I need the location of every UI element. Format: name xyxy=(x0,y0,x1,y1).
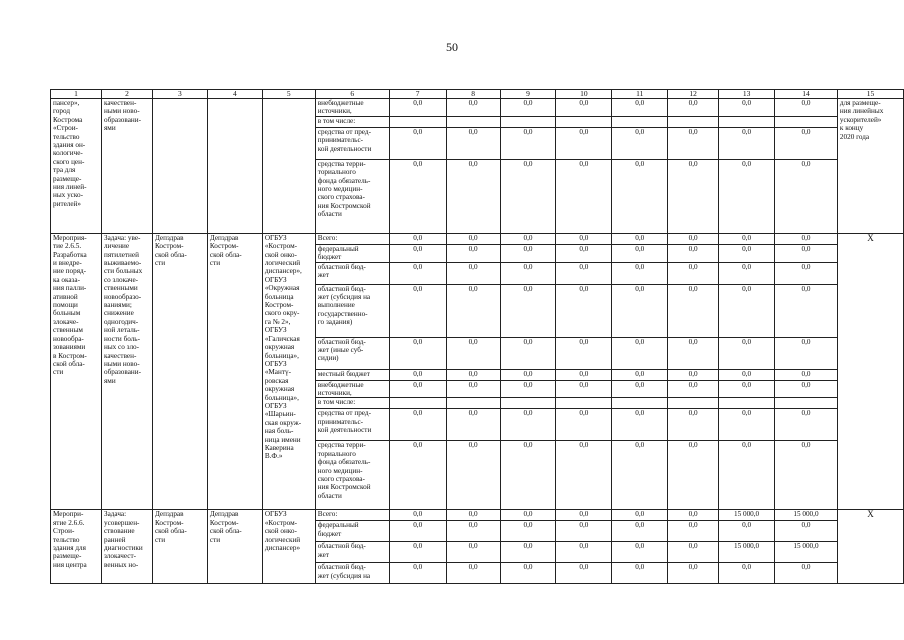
amount-cell: 0,0 xyxy=(500,380,556,398)
amount-cell: 0,0 xyxy=(389,521,446,542)
block-col4-text: Депздрав Костром- ской обла- сти xyxy=(207,233,262,510)
block-col1-text: пансер», город Кострома «Строи- тельство здания он- кологиче- ского цен- тра для размеще- ния линей- ных уско- рителей» xyxy=(51,99,102,234)
amount-cell: 0,0 xyxy=(446,521,500,542)
funding-source-label: федеральный бюджет xyxy=(315,244,389,262)
amount-cell: 0,0 xyxy=(556,262,612,284)
amount-cell: 0,0 xyxy=(719,244,775,262)
amount-cell: 0,0 xyxy=(612,369,668,380)
amount-cell: 0,0 xyxy=(556,369,612,380)
amount-cell: 0,0 xyxy=(500,233,556,244)
amount-cell: 0,0 xyxy=(719,441,775,510)
amount-cell xyxy=(668,116,719,127)
amount-cell: 0,0 xyxy=(556,521,612,542)
block-col1-text: Мероприя- тие 2.6.5. Разработка и внедре- ние поряд- ка оказа- ния палли- ативной помощи больным злокаче- ственным новообра- зованиями в Костром- ской обла- сти xyxy=(51,233,102,510)
amount-cell: 0,0 xyxy=(668,521,719,542)
amount-cell: 0,0 xyxy=(612,409,668,441)
block-col2-text: качествен- ными ново- образовани- ями xyxy=(101,99,152,234)
amount-cell: 0,0 xyxy=(500,542,556,563)
amount-cell: 0,0 xyxy=(556,159,612,233)
amount-cell: 0,0 xyxy=(500,127,556,159)
amount-cell: 0,0 xyxy=(446,99,500,117)
amount-cell: 0,0 xyxy=(556,542,612,563)
amount-cell: 0,0 xyxy=(500,563,556,584)
amount-cell: 15 000,0 xyxy=(775,542,838,563)
column-number-2: 2 xyxy=(101,90,152,99)
amount-cell: 0,0 xyxy=(446,244,500,262)
amount-cell: 0,0 xyxy=(389,441,446,510)
block-col3-text: Депздрав Костром- ской обла- сти xyxy=(152,233,207,510)
amount-cell: 0,0 xyxy=(446,409,500,441)
column-number-13: 13 xyxy=(719,90,775,99)
amount-cell: 0,0 xyxy=(719,284,775,337)
amount-cell: 0,0 xyxy=(389,510,446,521)
amount-cell xyxy=(389,116,446,127)
amount-cell xyxy=(500,398,556,409)
amount-cell: 0,0 xyxy=(389,284,446,337)
amount-cell: 0,0 xyxy=(612,542,668,563)
amount-cell: 0,0 xyxy=(500,99,556,117)
amount-cell: 0,0 xyxy=(556,380,612,398)
column-number-9: 9 xyxy=(500,90,556,99)
amount-cell: 0,0 xyxy=(612,99,668,117)
funding-source-label: областной бюд- жет xyxy=(315,542,389,563)
amount-cell: 0,0 xyxy=(775,563,838,584)
amount-cell: 0,0 xyxy=(775,369,838,380)
amount-cell: 0,0 xyxy=(775,284,838,337)
amount-cell: 0,0 xyxy=(668,409,719,441)
funding-source-label: федеральный бюджет xyxy=(315,521,389,542)
expected-result-cell: X xyxy=(837,510,903,584)
amount-cell: 0,0 xyxy=(446,233,500,244)
column-number-4: 4 xyxy=(207,90,262,99)
amount-cell: 0,0 xyxy=(556,99,612,117)
amount-cell: 0,0 xyxy=(719,233,775,244)
amount-cell: 0,0 xyxy=(668,233,719,244)
amount-cell: 0,0 xyxy=(719,337,775,369)
block-c-row xyxy=(51,510,904,521)
amount-cell: 0,0 xyxy=(775,127,838,159)
column-number-6: 6 xyxy=(315,90,389,99)
amount-cell: 0,0 xyxy=(446,380,500,398)
amount-cell: 0,0 xyxy=(668,262,719,284)
amount-cell: 0,0 xyxy=(612,441,668,510)
amount-cell: 0,0 xyxy=(446,563,500,584)
column-number-12: 12 xyxy=(668,90,719,99)
amount-cell: 0,0 xyxy=(668,369,719,380)
amount-cell: 0,0 xyxy=(612,510,668,521)
column-number-10: 10 xyxy=(556,90,612,99)
page-number: 50 xyxy=(446,40,458,54)
amount-cell: 0,0 xyxy=(556,441,612,510)
amount-cell: 0,0 xyxy=(612,127,668,159)
funding-source-label: местный бюджет xyxy=(315,369,389,380)
amount-cell: 0,0 xyxy=(612,521,668,542)
amount-cell: 0,0 xyxy=(668,510,719,521)
amount-cell: 0,0 xyxy=(612,563,668,584)
column-number-15: 15 xyxy=(837,90,903,99)
amount-cell: 0,0 xyxy=(389,337,446,369)
amount-cell: 0,0 xyxy=(612,380,668,398)
funding-source-label: областной бюд- жет (иные суб- сидии) xyxy=(315,337,389,369)
column-number-row xyxy=(51,90,904,99)
amount-cell: 0,0 xyxy=(668,99,719,117)
amount-cell: 0,0 xyxy=(775,99,838,117)
column-number-8: 8 xyxy=(446,90,500,99)
amount-cell xyxy=(446,116,500,127)
funding-source-label: областной бюд- жет xyxy=(315,262,389,284)
amount-cell: 0,0 xyxy=(500,337,556,369)
column-number-11: 11 xyxy=(612,90,668,99)
amount-cell: 0,0 xyxy=(500,262,556,284)
amount-cell: 0,0 xyxy=(719,262,775,284)
block-col3-text: Депздрав Костром- ской обла- сти xyxy=(152,510,207,584)
amount-cell: 0,0 xyxy=(719,380,775,398)
funding-source-label: Всего: xyxy=(315,510,389,521)
funding-source-label: средства от пред- принимательс- кой деятельности xyxy=(315,409,389,441)
empty-cell xyxy=(207,99,262,234)
amount-cell: 0,0 xyxy=(612,337,668,369)
amount-cell: 0,0 xyxy=(446,510,500,521)
amount-cell: 0,0 xyxy=(389,409,446,441)
funding-source-label: областной бюд- жет (субсидия на выполнение государственно- го задания) xyxy=(315,284,389,337)
amount-cell: 15 000,0 xyxy=(719,542,775,563)
empty-cell xyxy=(262,99,315,234)
column-number-5: 5 xyxy=(262,90,315,99)
amount-cell: 0,0 xyxy=(668,441,719,510)
amount-cell xyxy=(775,116,838,127)
amount-cell: 0,0 xyxy=(668,337,719,369)
amount-cell: 0,0 xyxy=(389,233,446,244)
amount-cell: 0,0 xyxy=(668,127,719,159)
block-col4-text: Депздрав Костром- ской обла- сти xyxy=(207,510,262,584)
amount-cell: 0,0 xyxy=(446,337,500,369)
amount-cell: 15 000,0 xyxy=(719,510,775,521)
amount-cell: 0,0 xyxy=(775,521,838,542)
amount-cell: 0,0 xyxy=(775,244,838,262)
amount-cell: 0,0 xyxy=(612,262,668,284)
amount-cell xyxy=(612,398,668,409)
amount-cell: 0,0 xyxy=(500,409,556,441)
funding-source-label: в том числе: xyxy=(315,116,389,127)
amount-cell: 0,0 xyxy=(500,441,556,510)
amount-cell: 0,0 xyxy=(446,369,500,380)
amount-cell: 0,0 xyxy=(612,233,668,244)
amount-cell: 0,0 xyxy=(719,159,775,233)
funding-source-label: областной бюд- жет (субсидия на xyxy=(315,563,389,584)
amount-cell: 0,0 xyxy=(389,563,446,584)
amount-cell: 0,0 xyxy=(500,284,556,337)
amount-cell: 0,0 xyxy=(389,127,446,159)
amount-cell: 0,0 xyxy=(389,244,446,262)
amount-cell: 0,0 xyxy=(389,380,446,398)
amount-cell: 0,0 xyxy=(668,563,719,584)
amount-cell: 0,0 xyxy=(389,262,446,284)
amount-cell: 0,0 xyxy=(556,337,612,369)
amount-cell: 0,0 xyxy=(668,159,719,233)
amount-cell: 0,0 xyxy=(556,127,612,159)
empty-cell xyxy=(152,99,207,234)
amount-cell: 0,0 xyxy=(389,159,446,233)
budget-table xyxy=(50,89,904,584)
column-number-7: 7 xyxy=(389,90,446,99)
amount-cell: 0,0 xyxy=(446,159,500,233)
amount-cell: 0,0 xyxy=(719,99,775,117)
amount-cell: 0,0 xyxy=(556,409,612,441)
block-col2-text: Задача: уве- личение пятилетней выживаемо- сти больных со злокаче- ственными новообразо- ваниями; снижение одногодич- ной леталь- ности боль- ных со зло- качествен- ными ново- образовани- ями xyxy=(101,233,152,510)
column-number-1: 1 xyxy=(51,90,102,99)
amount-cell: 0,0 xyxy=(446,542,500,563)
amount-cell: 0,0 xyxy=(612,244,668,262)
amount-cell: 0,0 xyxy=(775,159,838,233)
funding-source-label: в том числе: xyxy=(315,398,389,409)
amount-cell xyxy=(719,116,775,127)
block-col2-text: Задача: усовершен- ствование ранней диагностики злокачест- венных но- xyxy=(101,510,152,584)
amount-cell: 0,0 xyxy=(668,244,719,262)
amount-cell: 0,0 xyxy=(556,284,612,337)
funding-source-label: средства терри- ториального фонда обязатель- ного медицин- ского страхова- ния Костромской области xyxy=(315,441,389,510)
amount-cell: 0,0 xyxy=(775,409,838,441)
expected-result-cell: для размеще- ния линейных ускорителей» к концу 2020 года xyxy=(837,99,903,234)
amount-cell: 0,0 xyxy=(668,284,719,337)
funding-source-label: Всего: xyxy=(315,233,389,244)
amount-cell: 0,0 xyxy=(719,563,775,584)
amount-cell: 0,0 xyxy=(668,542,719,563)
amount-cell: 0,0 xyxy=(556,510,612,521)
amount-cell: 0,0 xyxy=(719,521,775,542)
column-number-14: 14 xyxy=(775,90,838,99)
amount-cell xyxy=(556,116,612,127)
amount-cell xyxy=(668,398,719,409)
column-number-3: 3 xyxy=(152,90,207,99)
amount-cell: 0,0 xyxy=(389,542,446,563)
amount-cell xyxy=(500,116,556,127)
block-col1-text: Меропри- ятие 2.6.6. Строи- тельство здания для размеще- ния центра xyxy=(51,510,102,584)
funding-source-label: средства терри- ториального фонда обязатель- ного медицин- ского страхова- ния Костромской области xyxy=(315,159,389,233)
block-col5-text: ОГБУЗ «Костром- ской онко- логический диспансер», ОГБУЗ «Окружная больница Костром- ского окру- га № 2», ОГБУЗ «Галичская окружная больница», ОГБУЗ «Мантү- ровская окружная больница», ОГБУЗ «Шарьин- ская окруж- ная боль- ница имени Каверина В.Ф.» xyxy=(262,233,315,510)
amount-cell xyxy=(719,398,775,409)
amount-cell: 0,0 xyxy=(719,127,775,159)
amount-cell xyxy=(446,398,500,409)
amount-cell: 0,0 xyxy=(775,380,838,398)
amount-cell: 0,0 xyxy=(389,369,446,380)
amount-cell: 0,0 xyxy=(446,441,500,510)
amount-cell: 0,0 xyxy=(500,159,556,233)
funding-source-label: внебюджетные источники, xyxy=(315,380,389,398)
funding-source-label: средства от пред- принимательс- кой деятельности xyxy=(315,127,389,159)
amount-cell: 0,0 xyxy=(556,244,612,262)
amount-cell: 0,0 xyxy=(775,337,838,369)
amount-cell: 0,0 xyxy=(446,284,500,337)
amount-cell xyxy=(389,398,446,409)
block-a-row xyxy=(51,99,904,117)
block-b-row xyxy=(51,233,904,244)
amount-cell: 0,0 xyxy=(719,409,775,441)
amount-cell: 0,0 xyxy=(556,233,612,244)
amount-cell: 0,0 xyxy=(556,563,612,584)
funding-source-label: внебюджетные источники, xyxy=(315,99,389,117)
amount-cell xyxy=(612,116,668,127)
amount-cell: 0,0 xyxy=(389,99,446,117)
amount-cell: 0,0 xyxy=(500,369,556,380)
amount-cell: 0,0 xyxy=(775,441,838,510)
amount-cell xyxy=(775,398,838,409)
amount-cell: 0,0 xyxy=(446,262,500,284)
block-col5-text: ОГБУЗ «Костром- ской онко- логический диспансер» xyxy=(262,510,315,584)
expected-result-cell: X xyxy=(837,233,903,510)
amount-cell: 0,0 xyxy=(612,159,668,233)
amount-cell xyxy=(556,398,612,409)
amount-cell: 0,0 xyxy=(500,521,556,542)
amount-cell: 0,0 xyxy=(500,244,556,262)
amount-cell: 0,0 xyxy=(446,127,500,159)
amount-cell: 0,0 xyxy=(775,233,838,244)
amount-cell: 0,0 xyxy=(500,510,556,521)
amount-cell: 0,0 xyxy=(719,369,775,380)
amount-cell: 0,0 xyxy=(775,262,838,284)
amount-cell: 0,0 xyxy=(668,380,719,398)
amount-cell: 0,0 xyxy=(612,284,668,337)
amount-cell: 15 000,0 xyxy=(775,510,838,521)
